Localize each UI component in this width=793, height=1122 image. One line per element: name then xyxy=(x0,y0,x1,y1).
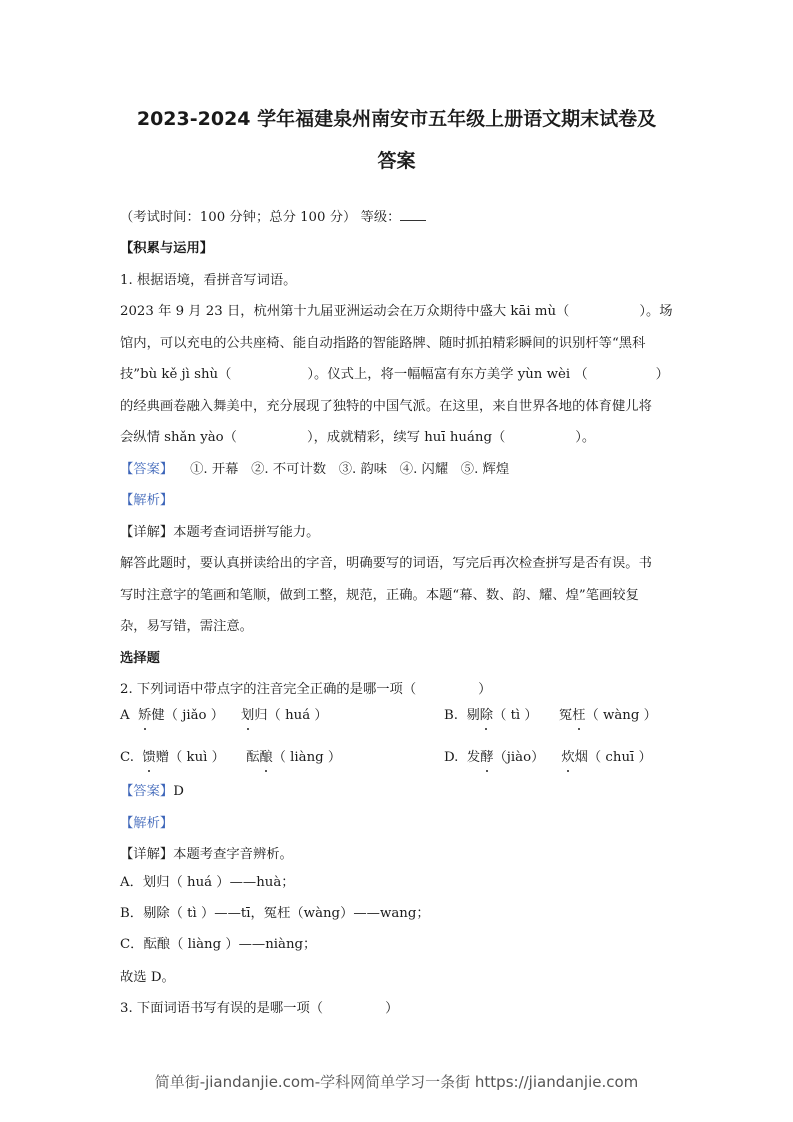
option-label: B. xyxy=(444,708,458,723)
option-word: 烟（ chuī ） xyxy=(574,750,652,765)
section-heading-accumulation: 【积累与运用】 xyxy=(120,241,214,256)
option-word: （ liàng ） xyxy=(272,750,342,765)
q1-paragraph-line4: 的经典画卷融入舞美中，充分展现了独特的中国气派。在这里，来自世界各地的体育健儿将 xyxy=(120,399,652,414)
document-title-line1: 2023-2024 学年福建泉州南安市五年级上册语文期末试卷及 xyxy=(136,108,657,130)
q2-prompt-end: ） xyxy=(478,682,492,697)
q1-text: 2023 年 9 月 23 日，杭州第十九届亚洲运动会在万众期待中盛大 kāi mù（ xyxy=(120,304,570,319)
option-label: D. xyxy=(444,750,459,765)
q3-prompt-text: 3. 下面词语书写有误的是哪一项（ xyxy=(120,1001,324,1016)
option-word: 归（ huá ） xyxy=(254,708,328,723)
q2-explain-a: A．划归（ huá ）——huà； xyxy=(120,875,295,890)
q2-option-c[interactable] xyxy=(120,749,341,767)
q2-prompt xyxy=(120,681,680,699)
q2-detail: 【详解】本题考查字音辨析。 xyxy=(120,847,293,862)
answer-text: D xyxy=(173,784,184,799)
option-word: 健（ jiǎo ） xyxy=(151,708,225,723)
dotted-char: 划 xyxy=(240,708,255,723)
q1-text: 技”bù kě jì shù（ xyxy=(120,367,232,382)
dotted-char: 酿 xyxy=(259,750,273,765)
option-word: （ wàng ） xyxy=(585,708,657,723)
q1-paragraph-line2: 馆内，可以充电的公共座椅、能自动指路的智能路牌、随时抓拍精彩瞬间的识别杆等“黑科 xyxy=(120,336,646,351)
option-word: 发 xyxy=(466,750,481,765)
q1-answer xyxy=(120,461,680,479)
q1-text: ），成就精彩，续写 huī huáng（ xyxy=(306,430,506,445)
dotted-char: 炊 xyxy=(561,750,575,765)
exam-info xyxy=(120,208,680,227)
q2-prompt-text: 2. 下列词语中带点字的注音完全正确的是哪一项（ xyxy=(120,682,417,697)
option-word: （jiào） xyxy=(493,750,545,765)
q1-explanation-line1: 解答此题时，要认真拼读给出的字音，明确要写的词语，写完后再次检查拼写是否有误。书 xyxy=(120,556,652,571)
answer-label: 【答案】 xyxy=(120,784,174,799)
document-title-line2: 答案 xyxy=(377,150,416,172)
q2-option-d[interactable] xyxy=(444,749,652,767)
q1-paragraph-line5 xyxy=(120,429,680,447)
option-label: C. xyxy=(120,750,134,765)
q1-detail: 【详解】本题考查词语拼写能力。 xyxy=(120,525,320,540)
q1-explanation-line2: 写时注意字的笔画和笔顺，做到工整，规范，正确。本题“幕、数、韵、耀、煌”笔画较复 xyxy=(120,588,639,603)
dotted-char: 馈 xyxy=(142,750,156,765)
q2-explain-c: C．酝酿（ liàng ）——niàng； xyxy=(120,937,317,952)
q2-option-b[interactable] xyxy=(444,707,657,725)
q2-analysis-label: 【解析】 xyxy=(120,816,174,831)
option-label: A xyxy=(120,708,130,723)
dotted-char: 除 xyxy=(479,708,494,723)
q1-text: ） xyxy=(655,367,669,382)
option-word: 冤 xyxy=(558,708,573,723)
q2-answer xyxy=(120,783,680,801)
option-word: 赠（ kuì ） xyxy=(155,750,225,765)
q3-prompt xyxy=(120,1000,680,1018)
q1-paragraph-line1 xyxy=(120,303,680,321)
q2-conclusion: 故选 D。 xyxy=(120,970,175,985)
q1-text: 会纵情 shǎn yào（ xyxy=(120,430,237,445)
exam-info-text: （考试时间：100 分钟；总分 100 分） 等级： xyxy=(120,210,401,225)
section-heading-choice: 选择题 xyxy=(120,651,160,666)
q1-paragraph-line3 xyxy=(120,366,680,384)
q1-text: ）。仪式上，将一幅幅富有东方美学 yùn wèi （ xyxy=(307,367,588,382)
option-word: （ tì ） xyxy=(493,708,538,723)
grade-blank xyxy=(400,208,426,221)
dotted-char: 枉 xyxy=(572,708,586,723)
answer-label: 【答案】 xyxy=(120,462,174,477)
q3-prompt-end: ） xyxy=(385,1001,399,1016)
dotted-char: 矫 xyxy=(138,708,152,723)
dotted-char: 酵 xyxy=(480,750,494,765)
q1-explanation-line3: 杂，易写错，需注意。 xyxy=(120,619,253,634)
q1-text: ）。 xyxy=(575,430,596,445)
answer-text: ①. 开幕 ②. 不可计数 ③. 韵味 ④. 闪耀 ⑤. 辉煌 xyxy=(190,462,510,477)
option-word: 剔 xyxy=(466,708,480,723)
option-word: 酝 xyxy=(246,750,260,765)
footer-watermark-text: 简单街-jiandanjie.com-学科网简单学习一条街 https://jiandanjie.com xyxy=(154,1073,639,1091)
q1-analysis-label: 【解析】 xyxy=(120,493,174,508)
q2-option-a[interactable] xyxy=(120,707,328,725)
q1-prompt: 1. 根据语境，看拼音写词语。 xyxy=(120,273,297,288)
q1-text: ）。场 xyxy=(639,304,673,319)
q2-explain-b: B．剔除（ tì ）——tī，冤枉（wàng）——wang； xyxy=(120,906,430,921)
